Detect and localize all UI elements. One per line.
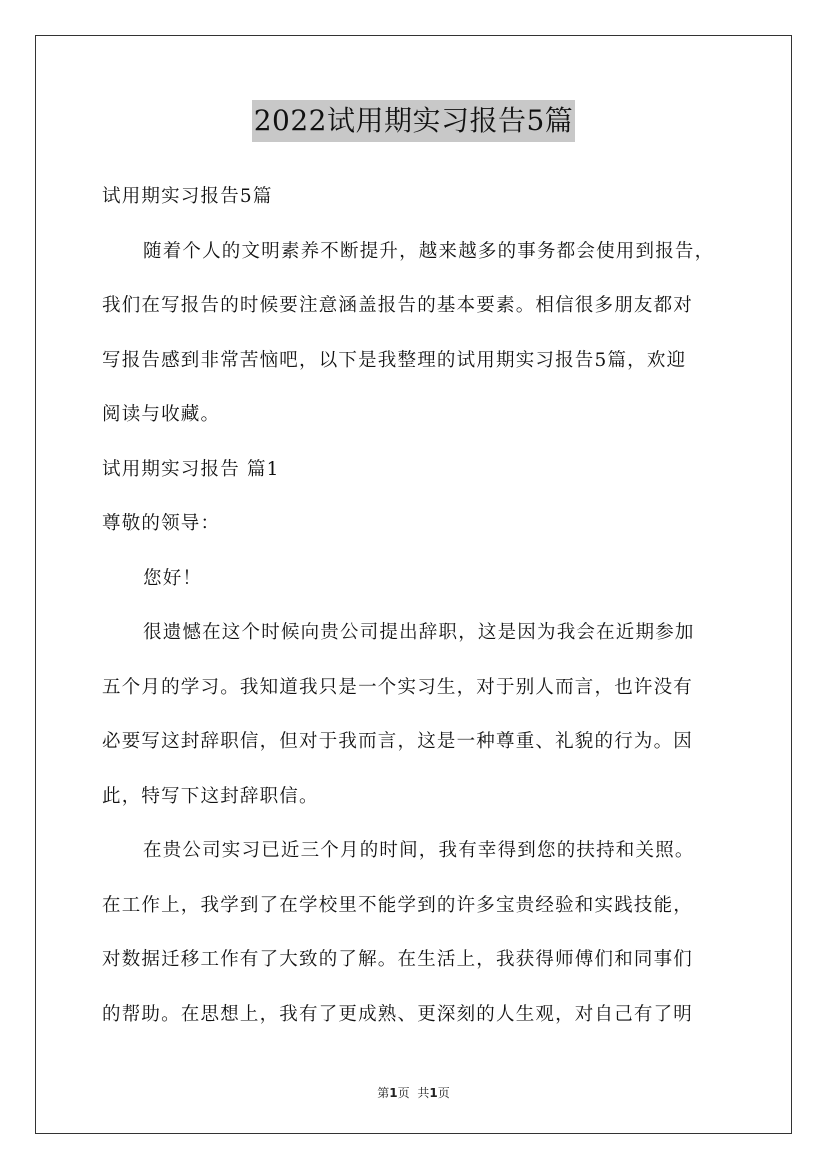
paragraph-line: 很遗憾在这个时候向贵公司提出辞职，这是因为我会在近期参加 <box>143 622 695 643</box>
paragraph-line: 在工作上，我学到了在学校里不能学到的许多宝贵经验和实践技能， <box>102 894 694 916</box>
paragraph-line: 对数据迁移工作有了大致的了解。在生活上，我获得师傅们和同事们 <box>102 949 694 970</box>
paragraph-line: 在贵公司实习已近三个月的时间，我有幸得到您的扶持和关照。 <box>143 840 695 861</box>
document-body <box>102 170 732 1042</box>
document-title: 2022试用期实习报告5篇 <box>252 100 576 142</box>
paragraph-line: 试用期实习报告5篇 <box>102 186 273 207</box>
title-container <box>0 100 827 142</box>
paragraph-line: 试用期实习报告 篇1 <box>102 458 280 480</box>
paragraph-line: 阅读与收藏。 <box>102 404 221 425</box>
paragraph-line: 我们在写报告的时候要注意涵盖报告的基本要素。相信很多朋友都对 <box>102 295 694 316</box>
paragraph-line: 尊敬的领导： <box>102 513 221 534</box>
page-number: 第1页 <box>377 1086 410 1100</box>
page-footer <box>0 1084 827 1101</box>
paragraph-line: 写报告感到非常苦恼吧，以下是我整理的试用期实习报告5篇，欢迎 <box>102 349 687 371</box>
paragraph-line: 随着个人的文明素养不断提升，越来越多的事务都会使用到报告， <box>143 240 715 262</box>
paragraph-line: 此，特写下这封辞职信。 <box>102 785 319 807</box>
paragraph-line: 的帮助。在思想上，我有了更成熟、更深刻的人生观，对自己有了明 <box>102 1003 694 1025</box>
total-pages: 共1页 <box>417 1086 450 1100</box>
paragraph-line: 必要写这封辞职信，但对于我而言，这是一种尊重、礼貌的行为。因 <box>102 731 694 752</box>
paragraph-line: 五个月的学习。我知道我只是一个实习生，对于别人而言，也许没有 <box>102 676 694 698</box>
paragraph-line: 您好！ <box>143 567 203 589</box>
